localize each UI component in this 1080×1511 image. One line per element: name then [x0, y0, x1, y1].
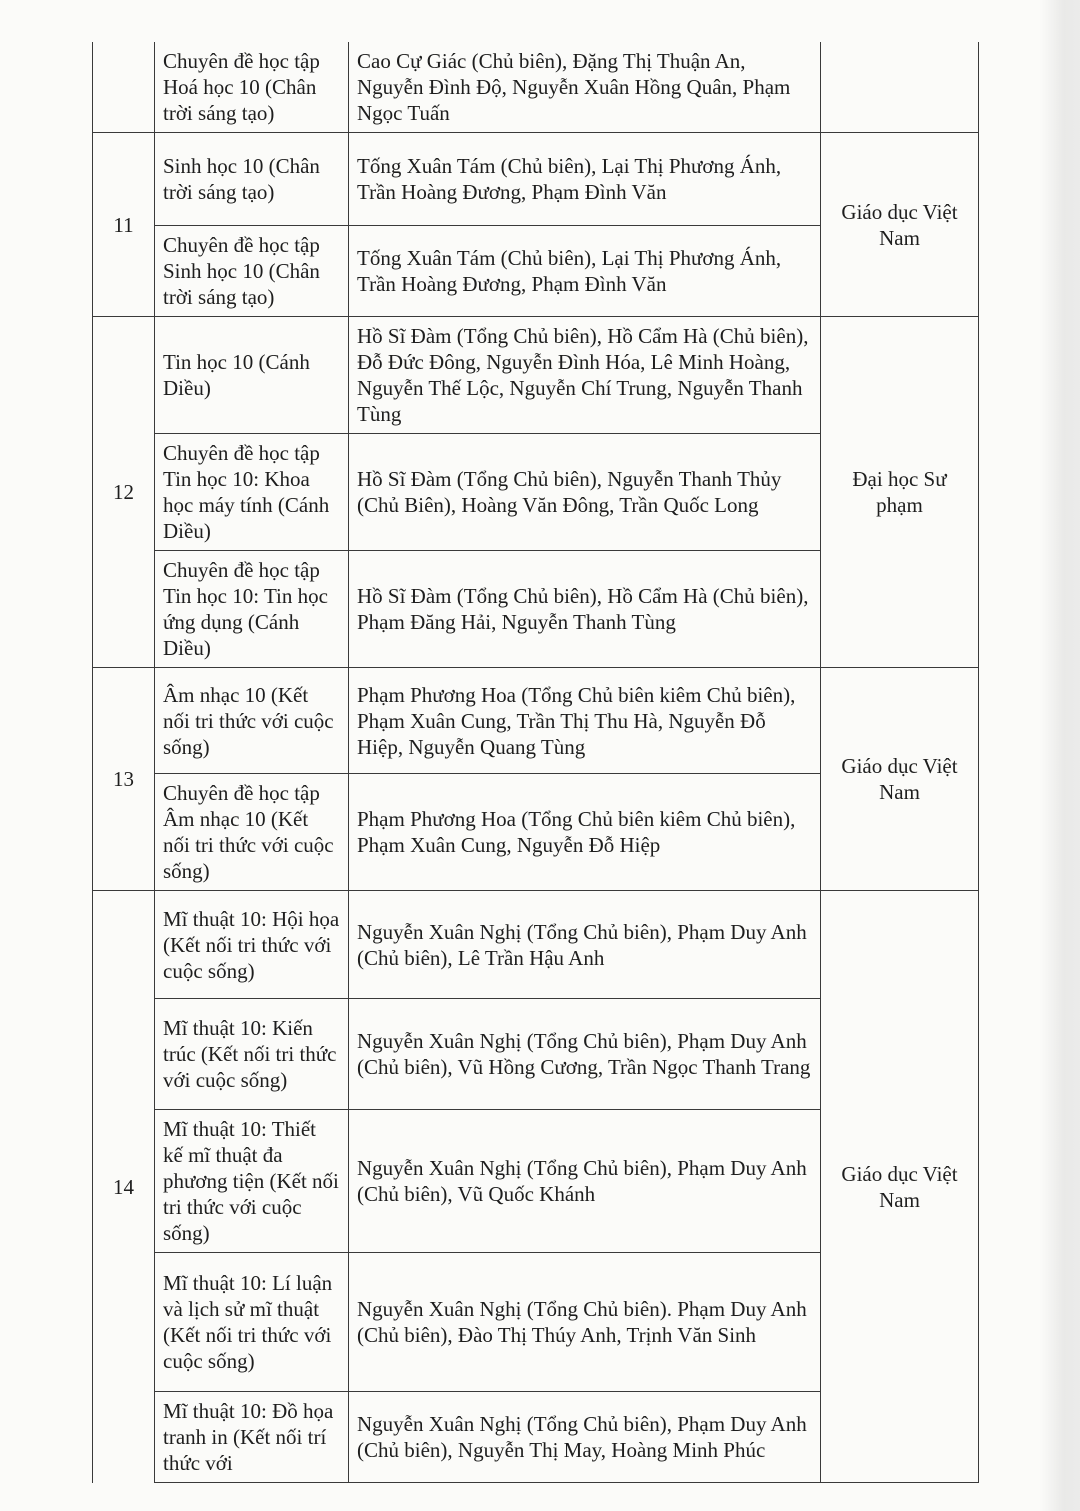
book-authors: Hồ Sĩ Đàm (Tổng Chủ biên), Hồ Cẩm Hà (Chủ biên), Đỗ Đức Đông, Nguyễn Đình Hóa, Lê Minh Hoàng, Nguyễn Thế Lộc, Nguyễn Chí Trung, Nguyễn Thanh Tùng — [349, 317, 821, 434]
book-title: Mĩ thuật 10: Kiến trúc (Kết nối tri thức với cuộc sống) — [155, 999, 349, 1110]
book-title: Chuyên đề học tập Tin học 10: Tin học ứng dụng (Cánh Diều) — [155, 551, 349, 668]
book-title: Mĩ thuật 10: Đồ họa tranh in (Kết nối trí thức với — [155, 1392, 349, 1483]
table-row — [93, 42, 979, 133]
book-authors: Hồ Sĩ Đàm (Tổng Chủ biên), Hồ Cẩm Hà (Chủ biên), Phạm Đăng Hải, Nguyễn Thanh Tùng — [349, 551, 821, 668]
row-number — [93, 42, 155, 133]
table-row — [93, 891, 979, 999]
book-authors: Nguyễn Xuân Nghị (Tổng Chủ biên), Phạm Duy Anh (Chủ biên), Nguyễn Thị May, Hoàng Minh Phúc — [349, 1392, 821, 1483]
publisher: Đại học Sư phạm — [821, 317, 979, 668]
book-title: Chuyên đề học tập Tin học 10: Khoa học máy tính (Cánh Diều) — [155, 434, 349, 551]
publisher: Giáo dục Việt Nam — [821, 133, 979, 317]
book-authors: Nguyễn Xuân Nghị (Tổng Chủ biên), Phạm Duy Anh (Chủ biên), Vũ Quốc Khánh — [349, 1110, 821, 1253]
book-title: Mĩ thuật 10: Lí luận và lịch sử mĩ thuật (Kết nối tri thức với cuộc sống) — [155, 1253, 349, 1392]
book-title: Chuyên đề học tập Âm nhạc 10 (Kết nối tri thức với cuộc sống) — [155, 774, 349, 891]
book-authors: Phạm Phương Hoa (Tổng Chủ biên kiêm Chủ biên), Phạm Xuân Cung, Nguyễn Đỗ Hiệp — [349, 774, 821, 891]
row-number: 13 — [93, 668, 155, 891]
table-row — [93, 133, 979, 226]
book-authors: Hồ Sĩ Đàm (Tổng Chủ biên), Nguyễn Thanh Thủy (Chủ Biên), Hoàng Văn Đông, Trần Quốc Long — [349, 434, 821, 551]
publisher — [821, 42, 979, 133]
table-row — [93, 317, 979, 434]
row-number: 12 — [93, 317, 155, 668]
book-authors: Tống Xuân Tám (Chủ biên), Lại Thị Phương Ánh, Trần Hoàng Đương, Phạm Đình Văn — [349, 133, 821, 226]
publisher: Giáo dục Việt Nam — [821, 891, 979, 1483]
book-authors: Nguyễn Xuân Nghị (Tổng Chủ biên), Phạm Duy Anh (Chủ biên), Vũ Hồng Cương, Trần Ngọc Thanh Trang — [349, 999, 821, 1110]
textbook-table — [92, 42, 979, 1483]
book-authors: Phạm Phương Hoa (Tổng Chủ biên kiêm Chủ biên), Phạm Xuân Cung, Trần Thị Thu Hà, Nguyễn Đỗ Hiệp, Nguyễn Quang Tùng — [349, 668, 821, 774]
book-title: Âm nhạc 10 (Kết nối tri thức với cuộc sống) — [155, 668, 349, 774]
book-title: Chuyên đề học tập Hoá học 10 (Chân trời sáng tạo) — [155, 42, 349, 133]
book-authors: Nguyễn Xuân Nghị (Tổng Chủ biên). Phạm Duy Anh (Chủ biên), Đào Thị Thúy Anh, Trịnh Văn Sinh — [349, 1253, 821, 1392]
book-title: Chuyên đề học tập Sinh học 10 (Chân trời sáng tạo) — [155, 226, 349, 317]
scan-edge-shadow — [1040, 0, 1080, 1511]
book-title: Mĩ thuật 10: Thiết kế mĩ thuật đa phương tiện (Kết nối tri thức với cuộc sống) — [155, 1110, 349, 1253]
book-title: Tin học 10 (Cánh Diều) — [155, 317, 349, 434]
book-title: Sinh học 10 (Chân trời sáng tạo) — [155, 133, 349, 226]
row-number: 14 — [93, 891, 155, 1483]
row-number: 11 — [93, 133, 155, 317]
book-authors: Tống Xuân Tám (Chủ biên), Lại Thị Phương Ánh, Trần Hoàng Đương, Phạm Đình Văn — [349, 226, 821, 317]
book-authors: Nguyễn Xuân Nghị (Tổng Chủ biên), Phạm Duy Anh (Chủ biên), Lê Trần Hậu Anh — [349, 891, 821, 999]
book-authors: Cao Cự Giác (Chủ biên), Đặng Thị Thuận An, Nguyễn Đình Độ, Nguyễn Xuân Hồng Quân, Phạm Ngọc Tuấn — [349, 42, 821, 133]
publisher: Giáo dục Việt Nam — [821, 668, 979, 891]
book-title: Mĩ thuật 10: Hội họa (Kết nối tri thức với cuộc sống) — [155, 891, 349, 999]
table-row — [93, 668, 979, 774]
